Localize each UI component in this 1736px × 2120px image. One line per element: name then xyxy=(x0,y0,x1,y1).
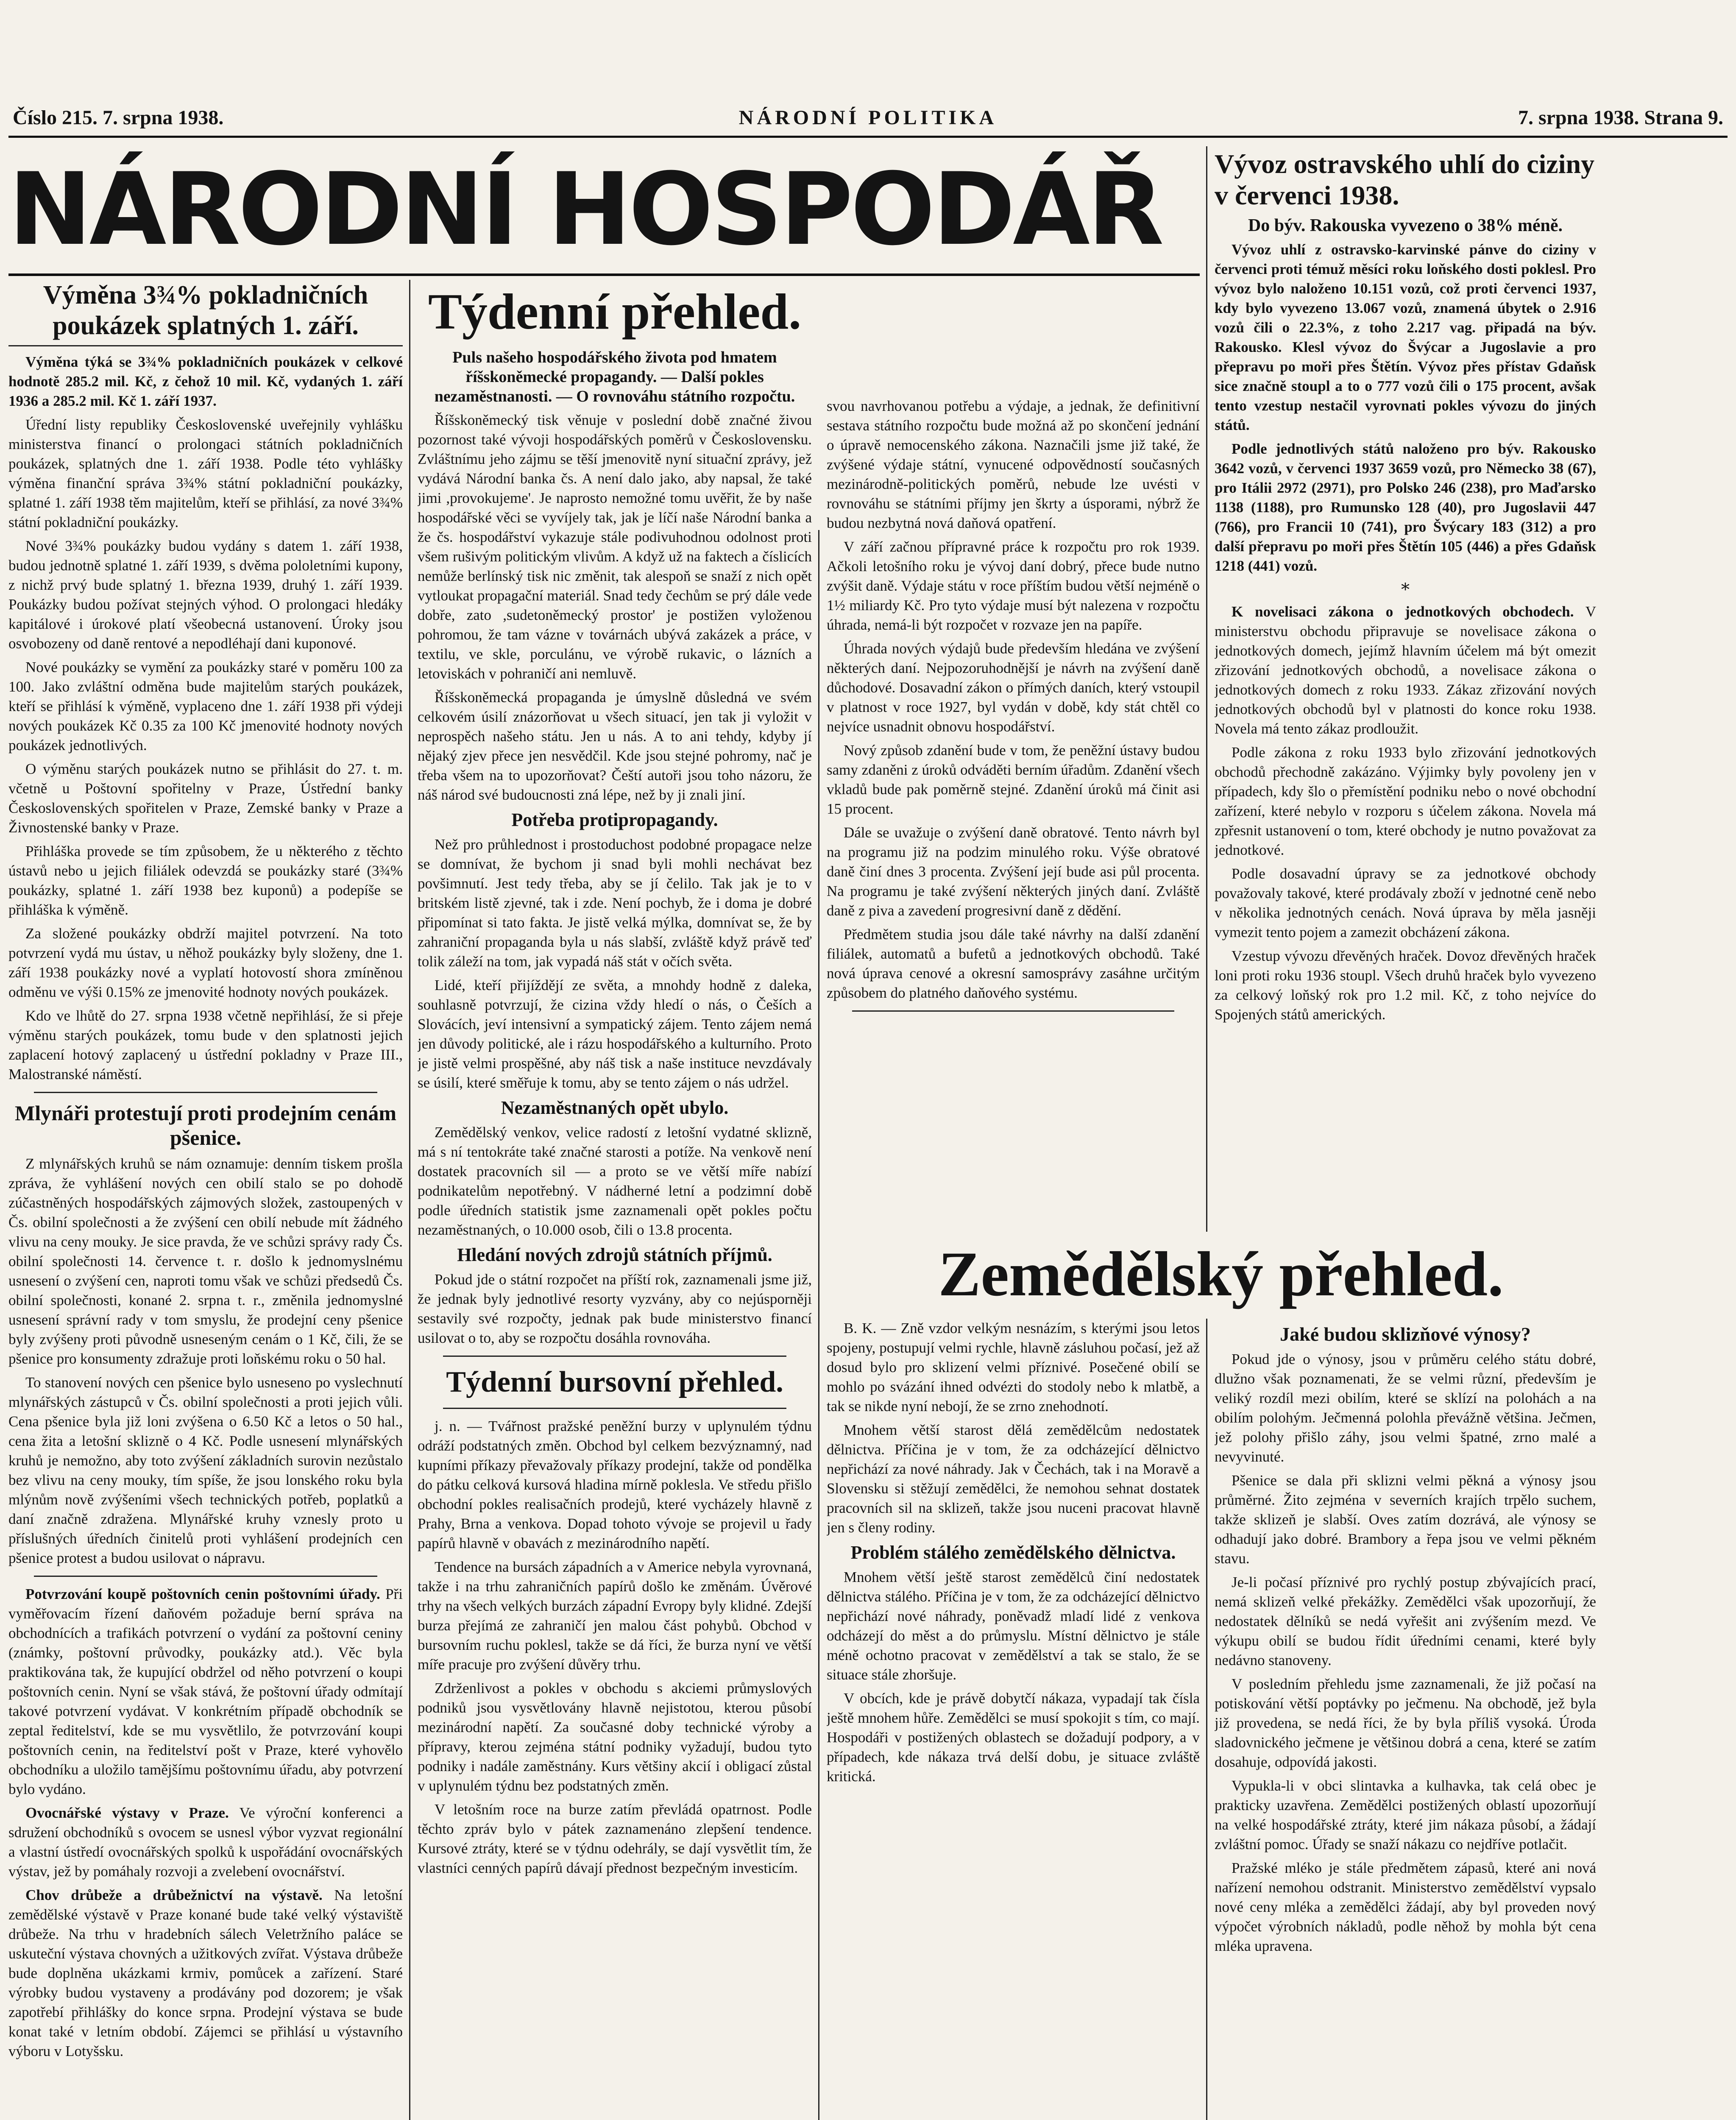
article-paragraph: Předmětem studia jsou dále také návrhy na další zdanění filiálek, automatů a bufetů a jednotkových obchodů. Také nová úprava cenové a okresní samosprávy zasáhne určitým způsobem do platného daňového systému. xyxy=(827,926,1200,1001)
subhead-stale-delnictvo: Problém stálého zemědělského dělnictva. xyxy=(850,1542,1176,1563)
subhead-postovni-ceniny: Potvrzování koupě poštovních cenin poštovními úřady. xyxy=(25,1586,380,1602)
subhead-statni-prijmy: Hledání nových zdrojů státních příjmů. xyxy=(457,1244,772,1265)
article-paragraph: Pokud jde o státní rozpočet na příští rok, zaznamenali jsme již, že jednak byly jednotlivé resorty vyzvány, aby co nejúsporněji sestavily své rozpočty, jednak pak bude ministerstvo financí usilovat o to, aby se rozpočtu dosáhla rovnováha. xyxy=(418,1271,812,1346)
article-paragraph: Tendence na bursách západních a v Americe nebyla vyrovnaná, takže i na trhu zahraničních papírů došlo ke změnám. Úvěrové trhy na všech velkých burzách západní Evropy byly klidné. Zdejší burza přejímá ze zahraničí jen malou část pohybů. Obchod v bursovním ruchu poklesl, takže se dá říci, že burza nyní ve větší míře pracuje pro zvýšení důvěry trhu. xyxy=(418,1559,812,1673)
article-paragraph: V září začnou přípravné práce k rozpočtu pro rok 1939. Ačkoli letošního roku je vývoj daní dobrý, přece bude nutno zvýšit daně. Výdaje státu v roce příštím budou větší nejméně o 1½ miliardy Kč. Pro tyto výdaje musí být nalezena v rozpočtu úhrada, nemá-li být rozpočet v rozvaze jen na papíře. xyxy=(827,538,1200,633)
article-paragraph: V ministerstvu obchodu připravuje se novelisace zákona o jednotkových domech, jejímž hlavním účelem má být omezit zřizování jednotkových obchodů, a novelisace zákona o jednotkových domech z roku 1933. Zákaz zřizování nových jednotkových obchodů byl v platnosti do konce roku 1938. Novela má tento zákaz prodloužit. xyxy=(1215,603,1596,737)
article-paragraph: Vzestup vývozu dřevěných hraček. Dovoz dřevěných hraček loni proti roku 1936 stoupl. Všech druhů hraček bylo vyvezeno za celkový loňský rok pro 1.2 mil. Kč, z toho nejvíce do Spojených států amerických. xyxy=(1215,948,1596,1023)
article-paragraph: Podle zákona z roku 1933 bylo zřizování jednotkových obchodů přechodně zakázáno. Výjimky byly povoleny jen v případech, kdy šlo o přemístění podniku nebo o nové obchodní zařízení, které nebylo v rozporu s účelem zákona. Novela má zpřesnit ustanovení o tom, které obchody je nutno považovat za jednotkové. xyxy=(1215,744,1596,858)
column-2 xyxy=(418,280,812,2120)
article-paragraph: Pražské mléko je stále předmětem zápasů, které ani nová nařízení nemohou odstranit. Ministerstvo zemědělství vypsalo nové ceny mléka a zemědělci žádají, aby byl proveden nový výpočet výrobních nákladů, podle něhož by mohla být cena mléka upravena. xyxy=(1215,1860,1596,1954)
article-paragraph: Vývoz uhlí z ostravsko-karvinské pánve do ciziny v červenci proti témuž měsíci roku loňského dosti poklesl. Pro vývoz bylo naloženo 10.151 vozů, což proti červenci 1937, kdy bylo vyvezeno 13.067 vozů, znamená úbytek o 2.916 vozů čili o 22.3%, z toho 2.217 vag. připadá na býv. Rakousko. Klesl vývoz do Švýcar a Jugoslavie a pro přepravu po moři přes Štětín. Vývoz přes přístav Gdaňsk sice značně stoupl a to o 777 vozů čili o 175 procent, avšak tento vzestup nestačil vyrovnati pokles vývozu do jiných států. xyxy=(1215,241,1596,433)
subhead-protipropaganda: Potřeba protipropagandy. xyxy=(511,809,718,830)
article-paragraph: Pšenice se dala při sklizni velmi pěkná a výnosy jsou průměrné. Žito zejména v severních krajích trpělo suchem, takže sklizeň je slabší. Oves zatím dozrává, ale výnosy se odhadují jako dobré. Brambory a řepa jsou ve velmi pěkném stavu. xyxy=(1215,1472,1596,1567)
article-paragraph: Podle dosavadní úpravy se za jednotkové obchody považovaly takové, které prodávaly zboží v jednotné ceně nebo v několika jednotných cenách. Nová úprava by měla jasněji vymezit tento pojem a zamezit obcházení zákona. xyxy=(1215,865,1596,940)
article-paragraph: Za složené poukázky obdrží majitel potvrzení. Na toto potvrzení vydá mu ústav, u něhož poukázky byly složeny, dne 1. září 1938 poukázky nové a vyplatí hotovostí shora zmíněnou odměnu ve výši 0.15% ze jmenovité hodnoty nových poukázek. xyxy=(8,925,403,1000)
article-paragraph: V posledním přehledu jsme zaznamenali, že již počasí na potiskování větší poptávky po ječmenu. Na obchodě, jež byla již provedena, se nedá říci, že by byla příliš vysoká. Úroda sladovnického ječmene je většinou dobrá a cena, které se zatím dosahuje, odpovídá jakosti. xyxy=(1215,1676,1596,1770)
page-number: 7. srpna 1938. Strana 9. xyxy=(1518,106,1723,129)
column-1 xyxy=(8,280,403,2120)
article-paragraph: Říšskoněmecká propaganda je úmyslně důsledná ve svém celkovém úsilí znázorňovat u všech situací, jen tak ji vyložit v neprospěch našeho státu. Jen u nás. A to ani tehdy, kdyby jí nějaký zjev přece jen nesvědčil. Kde jsou stejné pohromy, nač je třeba všem na to upozorňovat? Čeští autoři jsou toho názoru, že náš národ své budoucnosti zná lépe, než by ji znali jiní. xyxy=(418,689,812,803)
subhead-jednotkove-obchody: K novelisaci zákona o jednotkových obchodech. xyxy=(1232,603,1574,620)
article-paragraph: svou navrhovanou potřebu a výdaje, a jednak, že definitivní sestava státního rozpočtu bude možná až po skončení jednání o úpravě nemocenského zákona. Naznačili jsme již také, že zvýšené výdaje státní, vynucené odpovědností současných mezinárodně-politických poměrů, nebude lze uvésti v rovnováhu se státními příjmy jen škrty a úsporami, nýbrž že budou nezbytná nová daňová opatření. xyxy=(827,398,1200,531)
article-paragraph: Než pro průhlednost i prostoduchost podobné propagace nelze se domnívat, že bychom ji snad byli mohli nechávat bez povšimnutí. Jest tedy třeba, aby se jí čelilo. Tak jak je to v britském listě zjevné, tak i zde. Není pochyb, že i doma je dobré připomínat si tato fakta. Je jistě velká mýlka, domnívat se, že by zahraniční propaganda byla u nás slabší, zvláště když právě teď tolik záleží na tom, jak vypadá náš stát v očích světa. xyxy=(418,836,812,970)
article-paragraph: Vypukla-li v obci slintavka a kulhavka, tak celá obec je prakticky uzavřena. Zemědělci postižených oblastí upozorňují na velké hospodářské ztráty, které jim nákaza působí, a žádají zvláštní pomoc. Úřady se snaží nákazu co nejdříve potlačit. xyxy=(1215,1777,1596,1852)
article-paragraph: Z mlynářských kruhů se nám oznamuje: denním tiskem prošla zpráva, že vyhlášení nových cen obilí stalo se po dohodě zúčastněných hospodářských zájmových složek, zastoupených v Čs. obilní společnosti a že zvýšení cen obilí nebude mít žádného vlivu na ceny mouky. Je sice pravda, že ve schůzi správy rady Čs. obilní společnosti 14. července t. r. došlo k jednomyslnému usnesení o zvýšení cen, naproti tomu však ve schůzi předsedů Čs. obilní společnosti, konané 2. srpna t. r., změnila jednomyslné usnesení správní rady v tom smyslu, že prodejní ceny pšenice byly zvýšeny proti původně usneseným cenám o 1 Kč, čili, že se pšenice pro konsumenty zdražuje proti loňskému roku o 50 hal. xyxy=(8,1155,403,1367)
column-3-lower xyxy=(827,1319,1200,2120)
article-title-bursovni-prehled: Týdenní bursovní přehled. xyxy=(446,1366,783,1398)
article-paragraph: Podle jednotlivých států naloženo pro býv. Rakousko 3642 vozů, v červenci 1937 3659 vozů, pro Německo 38 (67), pro Itálii 2972 (2971), pro Polsko 246 (238), pro Maďarsko 1138 (1188), pro Rumunsko 128 (40), pro Jugoslavii 447 (766), pro Francii 10 (741), pro Švýcary 183 (312) a pro další přepravu po moři přes Štětín 105 (446) a přes Gdaňsk 1218 (441) vozů. xyxy=(1215,441,1596,574)
article-paragraph: Na letošní zemědělské výstavě v Praze konané bude také velký výstaviště drůbeže. Na trhu v hradebních sálech Veletržního paláce se uskuteční výstava chovných a užitkových zvířat. Výstava drůbeže bude doplněna ukázkami krmiv, pomůcek a zařízení. Staré výrobky budou vystaveny a prodávány pod dozorem; je však zapotřebí přihlášky do konce srpna. Prodejní výstava se bude konat také v letním období. Zájemci se přihlásí u výstavního výboru v Lotyšsku. xyxy=(8,1887,403,2059)
article-paragraph: Nový způsob zdanění bude v tom, že peněžní ústavy budou samy zdaněni z úroků odváděti berním úřadům. Zdanění všech vkladů bude pak poměrně stejné. Zdanění úroků má činit asi 15 procent. xyxy=(827,742,1200,817)
article-paragraph: Úhrada nových výdajů bude především hledána ve zvýšení některých daní. Nejpozoruhodnější je návrh na zvýšení daně důchodové. Dosavadní zákon o přímých daních, který vstoupil v platnost v roce 1927, byl vydán v době, kdy stát chtěl co nejvíce usnadnit obnovu hospodářství. xyxy=(827,640,1200,735)
article-paragraph: Nové poukázky se vymění za poukázky staré v poměru 100 za 100. Jako zvláštní odměna bude majitelům starých poukázek, kteří se přihlásí k výměně, vyplaceno dne 1. září 1938 při výdeji nových poukázek Kč 0.35 za 100 Kč jmenovité hodnoty nových poukázek jednotlivých. xyxy=(8,659,403,753)
article-title-mlynari: Mlynáři protestují proti prodejním cenám pšenice. xyxy=(15,1101,396,1149)
subhead-drubez: Chov drůbeže a drůbežnictví na výstavě. xyxy=(25,1887,323,1903)
article-title-tydenni-prehled: Týdenní přehled. xyxy=(428,283,802,340)
article-paragraph: Přihláška provede se tím způsobem, že u některého z těchto ústavů nebo u jejich filiálek odevzdá se poukázky staré (3¾% poukázky, splatné 1. září 1938 bez kuponů) a podepíše se přihláška k výměně. xyxy=(8,843,403,918)
divider xyxy=(34,1092,377,1093)
article-paragraph: Kdo ve lhůtě do 27. srpna 1938 včetně nepřihlásí, že si přeje výměnu starých poukázek, tomu bude v den splatnosti jejich zaplacení hotový zaplacený u ústřední pokladny v Praze III., Malostranské náměstí. xyxy=(8,1007,403,1082)
article-paragraph: Říšskoněmecký tisk věnuje v poslední době značné živou pozornost také vývoji hospodářských poměrů v Československu. Zvláštnímu jeho zájmu se těší jmenovitě nyní situační zprávy, jež vydává Národní banka čs. A není dalo jako, aby napsal, že také jimi ,provokujeme'. Je naprosto nemožné tomu uvěřit, že by naše hospodářské věci se vyvíjely tak, jak je líčí naše Národní banka a že čs. hospodářství vykazuje stále podivuhodnou odolnost proti všem rušivým politickým vlivům. A když už na faktech a číslicích nemůže berlínský tisk nic změnit, tak alespoň se snaží z nich opět vytloukat propagační materiál. Snad tedy čechům se prý dále vede dobře, zato ,sudetoněmecký prostor' je postižen vyloženou pohromou, že tam vázne v továrnách ubývá zakázek a práce, v textilu, ve skle, porculánu, ve výrobě rukavic, o lázních a letoviskách v pohraničí ani nemluvě. xyxy=(418,412,812,682)
article-subtitle: Do býv. Rakouska vyvezeno o 38% méně. xyxy=(1248,216,1563,235)
article-title-poukazky: Výměna 3¾% pokladničních poukázek splatných 1. září. xyxy=(8,280,403,346)
column-rule xyxy=(1206,1319,1207,2120)
article-lead: Výměna týká se 3¾% pokladničních poukázek v celkové hodnotě 285.2 mil. Kč, z čehož 10 mil. Kč, vydaných 1. září 1936 a 285.2 mil. Kč 1. září 1937. xyxy=(8,354,403,409)
article-paragraph: V obcích, kde je právě dobytčí nákaza, vypadají tak čísla ještě mnohem hůře. Zemědělci se musí spokojit s tím, co mají. Hospodáři v postižených oblastech se dožadují podpory, a v případech, kde nákaza trvá delší dobu, je situace zvláště kritická. xyxy=(827,1690,1200,1785)
article-paragraph: Zemědělský venkov, velice radostí z letošní vydatné sklizně, má s ní tentokráte také značné starosti a potíže. Na venkově není dostatek pracovních sil — a proto se ve větší míře nabízí podnikatelům nepotřebný. V nádherné letní a podzimní době podle úředních statistik jsme zaznamenali opět pokles počtu nezaměstnaných, o 10.000 osob, čili o 13.8 procenta. xyxy=(418,1124,812,1238)
article-paragraph: Nové 3¾% poukázky budou vydány s datem 1. září 1938, budou jednotně splatné 1. září 1939, s dvěma pololetními kupony, z nichž prvý bude splatný 1. března 1939, druhý 1. září 1939. Poukázky budou požívat stejných výhod. O prolongaci hledáky kapitálové i úrokové platí všeobecná ustanovení. Úroky jsou osvobozeny od daně rentové a nepodléhají dani kuponové. xyxy=(8,538,403,652)
article-title-zemedelsky-prehled: Zemědělský přehled. xyxy=(938,1239,1504,1309)
column-rule xyxy=(818,530,819,2120)
article-paragraph: Dále se uvažuje o zvýšení daně obratové. Tento návrh byl na programu již na podzim minulého roku. Výše obratové daně činí dnes 3 procenta. Zvýšení její bude asi půl procenta. Na programu je také zvýšení některých jiných daní. Zvláště daně z piva a zavedení progresivní daně z dědění. xyxy=(827,824,1200,919)
article-paragraph: Je-li počasí příznivé pro rychlý postup zbývajících prací, nemá sklizeň velké překážky. Zemědělci však upozorňují, že nedostatek dělníků se nedá vyřešit ani zvýšením mezd. Ve výkupu obilí se budou řídit úředními cenami, které byly nedávno stanoveny. xyxy=(1215,1574,1596,1668)
article-paragraph: V letošním roce na burze zatím převládá opatrnost. Podle těchto zpráv bylo v pátek zaznamenáno zlepšení tendence. Kursové ztráty, které se v týdnu odehrály, se dají vysvětlit tím, že vlastníci cenných papírů dávají přednost bezpečným investicím. xyxy=(418,1801,812,1876)
section-title: NÁRODNÍ HOSPODÁŘ xyxy=(8,146,1200,276)
column-4 xyxy=(1215,148,1596,1234)
separator-asterisk: * xyxy=(1401,580,1410,600)
article-paragraph: Mnohem větší starost dělá zemědělcům nedostatek dělnictva. Příčina je v tom, že za odcházející dělnictvo nepřichází za nové náhrady. Jak v Čechách, tak i na Moravě a Slovensku si stěžují zemědělci, že nemohou sehnat dostatek pracovních sil na sklizeň, takže jsou nuceni pracovat hlavně jen s členy rodiny. xyxy=(827,1422,1200,1536)
article-paragraph: Pokud jde o výnosy, jsou v průměru celého státu dobré, dlužno však poznamenati, že se velmi různí, především je veliký rozdíl mezi obilím, které se sklízí na polohách a na obilím polohým. Ječmenná polohla převážně většina. Ječmen, jež polohy přišlo záhy, jsou velmi špatné, zrno malé a nevyvinuté. xyxy=(1215,1351,1596,1465)
article-paragraph: O výměnu starých poukázek nutno se přihlásit do 27. t. m. včetně u Poštovní spořitelny v Praze, Ústřední banky Československých spořitelen v Praze, Zemské banky v Praze a Živnostenské banky v Praze. xyxy=(8,761,403,836)
column-rule xyxy=(409,280,410,2120)
article-paragraph: Ve výroční konferenci a sdružení obchodníků s ovocem se usnesl výbor vyzvat regionální a vlastní ústředí ovocnářských spolků k uspořádání ovocnářských výstav, jež by pomáhaly rozvoji a zvelebení ovocnářství. xyxy=(8,1805,403,1880)
article-paragraph: To stanovení nových cen pšenice bylo usneseno po vyslechnutí mlynářských zástupců v Čs. obilní společnosti a proti jejich vůli. Cena pšenice byla již loni zvýšena o 6.50 Kč a letos o 50 hal., cena žita a letošní sklizně o 4 Kč. Podle usnesení mlynářských kruhů je nemožno, aby toto zvýšení základních surovin nezůstalo bez vlivu na ceny mouky, tím spíše, že jsou lonského roku byla mlýnům nově zvýšeními všech technických potřeb, poplatků a daní značně zdražena. Mlynářské kruhy vznesly proto u příslušných úředních činitelů proti vyhlášení prodejních cen pšenice protest a budou usilovat o nápravu. xyxy=(8,1374,403,1566)
divider xyxy=(443,1356,786,1357)
masthead xyxy=(8,98,1728,138)
article-paragraph: Lidé, kteří přijíždějí ze světa, a mnohdy hodně z daleka, souhlasně potvrzují, že cizina vždy hledí o nás, o Češích a Slovácích, jeví intensivní a sympatický zájem. Tento zájem nemá jen důvody politické, ale i rázu hospodářského a kulturního. Proto je jistě velmi prospěšné, aby náš tisk a naše instituce nevzdávaly se úsilí, které směřuje k tomu, aby se tento zájem o nás udržel. xyxy=(418,977,812,1091)
article-paragraph: Při vyměřovacím řízení daňovém požaduje berní správa na obchodnících a trafikách potvrzení o vydání za poštovní ceniny (známky, poštovní průvodky, poukázky atd.). Věc byla praktikována tak, že kupující obdržel od něho potvrzení o koupi poštovních cenin. Nyní se však stává, že poštovní úřady odmítají takové potvrzení vydávat. V konkrétním případě obchodník se zeptal ředitelství, kde se mu vysvětlilo, že potvrzování koupi poštovních cenin, na ředitelství pošt v Praze, které vyhovělo obchodníku a uložilo tamějšímu poštovnímu úřadu, aby potvrzení bylo vydáno. xyxy=(8,1586,403,1797)
divider xyxy=(34,1576,377,1577)
divider xyxy=(443,1408,786,1409)
article-paragraph: Mnohem větší ještě starost zemědělců činí nedostatek dělnictva stálého. Příčina je v tom, že za odcházející dělnictvo nepřichází nové náhrady, poněvadž mladí lidé z venkova odcházejí do měst a do průmyslu. Místní dělnictvo je stále méně ochotno pracovat v zemědělství a tak se stalo, že se situace stále zhoršuje. xyxy=(827,1569,1200,1683)
article-title-ostravske-uhli: Vývoz ostravského uhlí do ciziny v červenci 1938. xyxy=(1215,149,1595,210)
article-paragraph: Úřední listy republiky Československé uveřejnily vyhlášku ministerstva financí o prolongaci státních pokladničních poukázek, splatných dne 1. září 1938. Podle této vyhlášky výměna finanční správa 3¾% státní pokladniční poukázky, splatné 1. září 1938 těm majitelům, kteří se přihlásí, za nové 3¾% státní pokladniční poukázky. xyxy=(8,416,403,530)
issue-number-date: Číslo 215. 7. srpna 1938. xyxy=(13,106,224,129)
divider xyxy=(852,1010,1174,1012)
article-paragraph: j. n. — Tvářnost pražské peněžní burzy v uplynulém týdnu odráží podstatných změn. Obchod byl celkem bezvýznamný, nad kupními příkazy převažovaly příkazy prodejní, takže od pondělka do pátku celková kursová hladina mírně poklesla. Ve středu přišlo obchodní pokles realisačních prodejů, které vycházely hlavně z Prahy, Brna a venkova. Dopad tohoto vývoje se projevil u řady papírů hlavně v obavách z mezinárodního napětí. xyxy=(418,1418,812,1551)
subhead-ovocnarske: Ovocnářské výstavy v Praze. xyxy=(25,1805,229,1821)
column-rule xyxy=(1206,146,1207,1232)
article-paragraph: Zdrženlivost a pokles v obchodu s akciemi průmyslových podniků jsou vysvětlovány hlavně nejistotou, kterou působí mezinárodní napětí. Za současné doby technické výroby a přípravy, kterou zejména státní podniky vyžadují, budou tyto podniky i nadále zaměstnány. Kurs většiny akcií i obligací zůstal v uplynulém týdnu bez podstatných změn. xyxy=(418,1680,812,1794)
subhead-sklizne: Jaké budou sklizňové výnosy? xyxy=(1280,1323,1531,1345)
newspaper-name: NÁRODNÍ POLITIKA xyxy=(738,106,998,129)
article-subtitle: Puls našeho hospodářského života pod hmatem říšskoněmecké propagandy. — Další pokles nezaměstnanosti. — O rovnováhu státního rozpočtu. xyxy=(434,349,795,405)
subhead-nezamestnani: Nezaměstnaných opět ubylo. xyxy=(501,1097,729,1118)
article-paragraph: B. K. — Zně vzdor velkým nesnázím, s kterými jsou letos spojeny, postupují velmi rychle, hlavně zásluhou počasí, jež až dosud bylo pro sklizení velmi příznivé. Posečené obilí se mohlo po svázání ihned odvézti do stodoly nebo k mlatbě, a tak se nikde nyní nebojí, že se zrno znehodnotí. xyxy=(827,1320,1200,1414)
column-4-lower xyxy=(1215,1319,1596,2120)
